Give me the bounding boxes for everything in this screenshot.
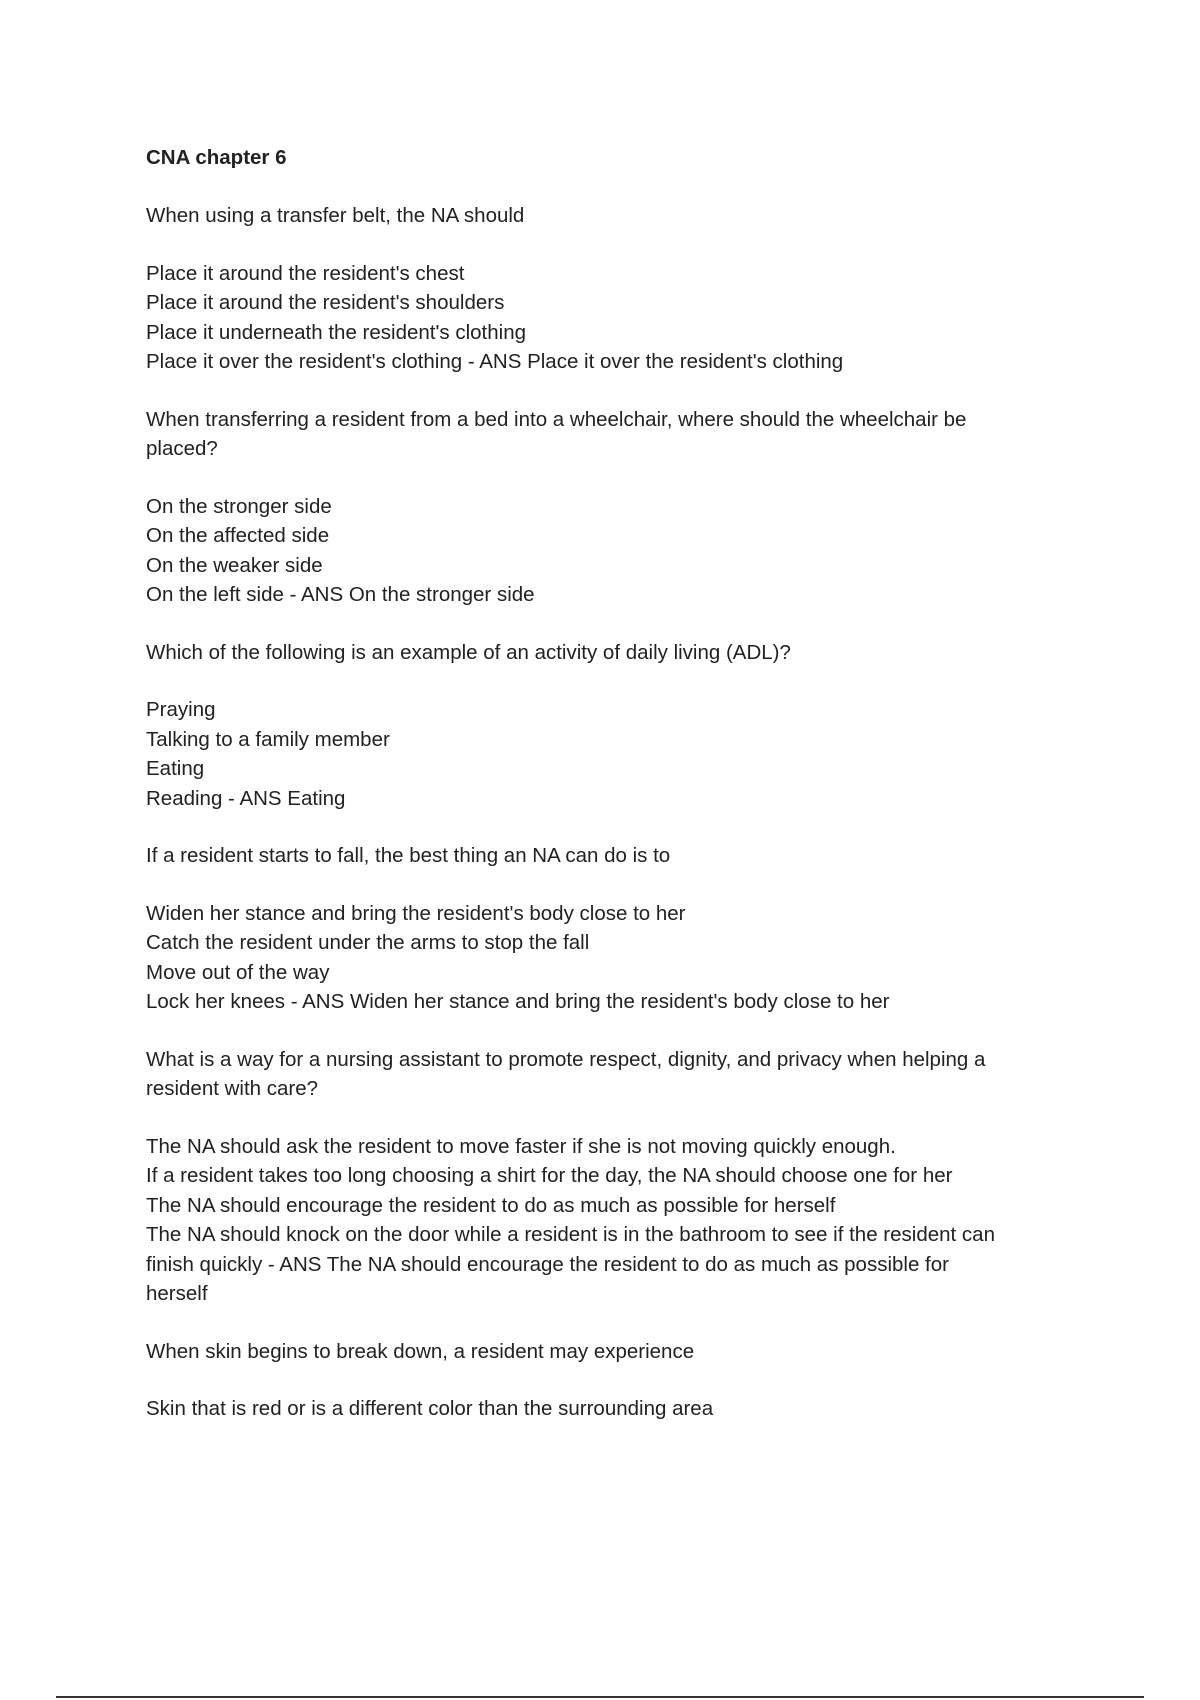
option-text-line: On the stronger side (146, 494, 332, 518)
question-block (146, 1045, 1086, 1104)
option-text-line: Widen her stance and bring the resident's body close to her (146, 901, 686, 925)
answer-options-block (146, 695, 1086, 813)
option-text-line: On the left side - ANS On the stronger side (146, 583, 535, 606)
question-block (146, 1337, 1086, 1367)
question-text-line: resident with care? (146, 1077, 319, 1100)
option-text-line: Lock her knees - ANS Widen her stance and bring the resident's body close to her (146, 990, 890, 1013)
question-text-line: What is a way for a nursing assistant to promote respect, dignity, and privacy when helping a (146, 1047, 986, 1071)
answer-options-block (146, 492, 1086, 610)
document-page (146, 143, 1086, 1452)
option-text-line: Place it around the resident's chest (146, 261, 465, 285)
option-text-line: Praying (146, 698, 216, 721)
option-text-line: The NA should knock on the door while a resident is in the bathroom to see if the resident can (146, 1223, 995, 1246)
option-text-line: Place it over the resident's clothing - ANS Place it over the resident's clothing (146, 350, 844, 373)
option-text-line: Move out of the way (146, 960, 330, 984)
option-text-line: Place it underneath the resident's clothing (146, 320, 526, 344)
question-text-line: Which of the following is an example of an activity of daily living (ADL)? (146, 640, 791, 664)
question-text-line: placed? (146, 437, 218, 460)
option-text-line: On the affected side (146, 524, 330, 547)
option-text-line: Catch the resident under the arms to stop the fall (146, 931, 590, 954)
question-text-line: If a resident starts to fall, the best thing an NA can do is to (146, 844, 671, 867)
document-title: CNA chapter 6 (146, 146, 287, 169)
option-text-line: Skin that is red or is a different color than the surrounding area (146, 1397, 714, 1420)
answer-options-block (146, 259, 1086, 377)
question-block (146, 405, 1086, 464)
answer-options-block (146, 899, 1086, 1017)
question-text-line: When using a transfer belt, the NA should (146, 204, 525, 227)
option-text-line: Place it around the resident's shoulders (146, 291, 505, 314)
question-block (146, 638, 1086, 668)
question-block (146, 201, 1086, 231)
answer-options-block (146, 1132, 1086, 1309)
question-block (146, 841, 1086, 871)
option-text-line: Eating (146, 757, 205, 780)
option-text-line: The NA should encourage the resident to do as much as possible for herself (146, 1193, 836, 1217)
option-text-line: The NA should ask the resident to move faster if she is not moving quickly enough. (146, 1134, 896, 1158)
document-body (146, 201, 1086, 1424)
page-bottom-rule (56, 1696, 1144, 1698)
option-text-line: herself (146, 1282, 208, 1305)
option-text-line: Reading - ANS Eating (146, 786, 346, 810)
option-text-line: finish quickly - ANS The NA should encourage the resident to do as much as possible for (146, 1252, 949, 1276)
question-text-line: When transferring a resident from a bed into a wheelchair, where should the wheelchair be (146, 407, 967, 431)
option-text-line: Talking to a family member (146, 727, 390, 751)
option-text-line: On the weaker side (146, 553, 323, 577)
answer-options-block (146, 1394, 1086, 1424)
option-text-line: If a resident takes too long choosing a shirt for the day, the NA should choose one for her (146, 1164, 953, 1187)
question-text-line: When skin begins to break down, a resident may experience (146, 1339, 695, 1363)
